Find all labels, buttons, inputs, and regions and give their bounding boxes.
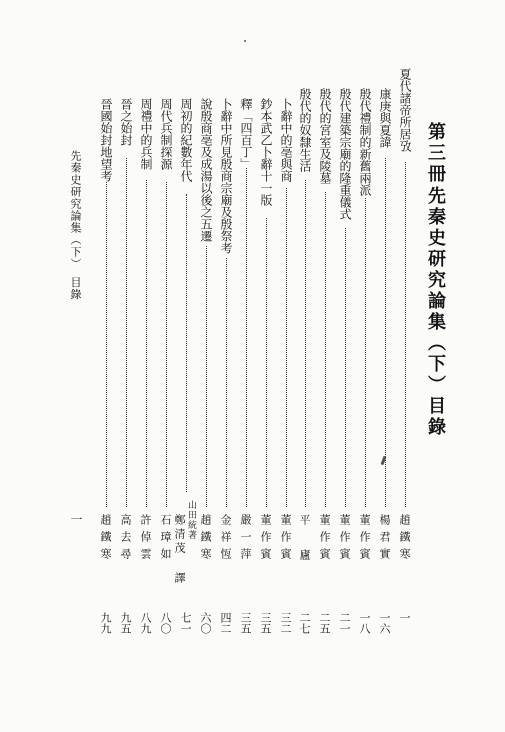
toc-entry-author: 董作賓 — [338, 514, 351, 565]
dot-leader — [385, 158, 386, 507]
toc-entry-page: 八〇 — [159, 612, 172, 634]
toc-entry-author: 董作賓 — [259, 514, 272, 565]
toc-entry-author: 楊君實 — [378, 514, 391, 565]
dot-leader — [226, 258, 227, 507]
dot-leader — [106, 182, 107, 507]
toc-entry-author: 趙鐵寒 — [99, 514, 112, 565]
toc-entry-author: 許倬雲 — [139, 514, 152, 565]
toc-entry-page: 三五 — [259, 612, 272, 634]
book-title-heading: 先秦史研究論集（下）目錄 — [425, 186, 446, 438]
toc-entry-title: 說殷商亳及成湯以後之五遷 — [199, 98, 213, 242]
toc-entry-author: 鄭清茂 譯 — [173, 514, 186, 586]
toc-entry-page: 三二 — [279, 612, 292, 634]
toc-entry-title: 周初的紀數年代 — [179, 98, 193, 182]
dot-leader — [365, 198, 366, 507]
toc-entry-page: 二五 — [318, 612, 331, 634]
toc-entry-author: 嚴一萍 — [239, 514, 252, 565]
toc-entry-page: 九五 — [119, 612, 132, 634]
toc-entry-page: 三五 — [239, 612, 252, 634]
toc-entry-author: 石璋如 — [159, 514, 172, 565]
toc-entry-page: 一八 — [358, 612, 371, 634]
dot-leader — [305, 180, 306, 507]
dot-leader — [286, 188, 287, 507]
toc-entry-page: 九九 — [99, 612, 112, 634]
toc-entry-title: 晉之始封 — [119, 98, 133, 146]
dot-leader — [345, 228, 346, 507]
toc-entry-author: 趙鐵寒 — [199, 514, 212, 565]
dot-leader — [325, 192, 326, 507]
toc-entry-title: 鈔本武乙卜辭十一版 — [259, 98, 273, 206]
toc-entry-page: 一 — [398, 612, 411, 623]
toc-entry-title: 卜辭中所見殷商宗廟及殷祭考 — [219, 98, 233, 254]
translator-note: 山田統著 — [186, 500, 196, 540]
toc-entry-title: 周禮中的兵制 — [139, 98, 153, 170]
toc-entry-title: 康庚與夏諱 — [378, 88, 392, 148]
toc-entry-author: 董作賓 — [358, 514, 371, 565]
dot-leader — [246, 168, 247, 507]
toc-entry-title: 釋「四百丁」 — [239, 98, 253, 170]
toc-entry-title: 周代兵制探源 — [159, 98, 173, 170]
toc-entry-page: 七一 — [179, 612, 192, 634]
toc-entry-title: 殷代建築宗廟的隆重儀式 — [338, 88, 352, 220]
dot-leader — [206, 246, 207, 507]
toc-entry-author: 董作賓 — [318, 514, 331, 565]
dot-leader — [266, 218, 267, 507]
toc-entry-title: 殷代的宮室及陵墓 — [318, 88, 332, 184]
dot-leader — [126, 158, 127, 507]
toc-entry-author: 金祥恆 — [219, 514, 232, 565]
toc-entry-title: 晉國始封地望考 — [99, 98, 113, 182]
toc-entry-page: 二七 — [298, 612, 311, 634]
toc-entry-page: 六〇 — [199, 612, 212, 634]
toc-entry-page: 二一 — [338, 612, 351, 634]
toc-entry-page: 八九 — [139, 612, 152, 634]
toc-entry-title: 殷代禮制的新舊兩派 — [358, 88, 372, 196]
dot-leader — [186, 194, 187, 492]
toc-entry-title: 卜辭中的亳與商 — [279, 98, 293, 182]
toc-entry-page: 四二 — [219, 612, 232, 634]
toc-entry-title: 殷代的奴隸生活 — [298, 88, 312, 172]
running-head: 先秦史研究論集（下） 目錄 — [69, 150, 82, 301]
dot-leader — [405, 162, 406, 507]
toc-entry-title: 夏代諸帝所居攷 — [398, 68, 412, 152]
toc-entry-author: 趙鐵寒 — [398, 514, 411, 565]
toc-entry-author: 董作賓 — [279, 514, 292, 565]
page-number: 一 — [69, 513, 83, 525]
dot-leader — [166, 182, 167, 507]
toc-entry-author: 平廬 — [298, 514, 311, 584]
scan-speck — [244, 40, 246, 42]
volume-heading: 第三冊 — [425, 122, 446, 185]
toc-entry-page: 一六 — [378, 612, 391, 634]
dot-leader — [146, 180, 147, 507]
toc-entry-author: 高去尋 — [119, 514, 132, 565]
